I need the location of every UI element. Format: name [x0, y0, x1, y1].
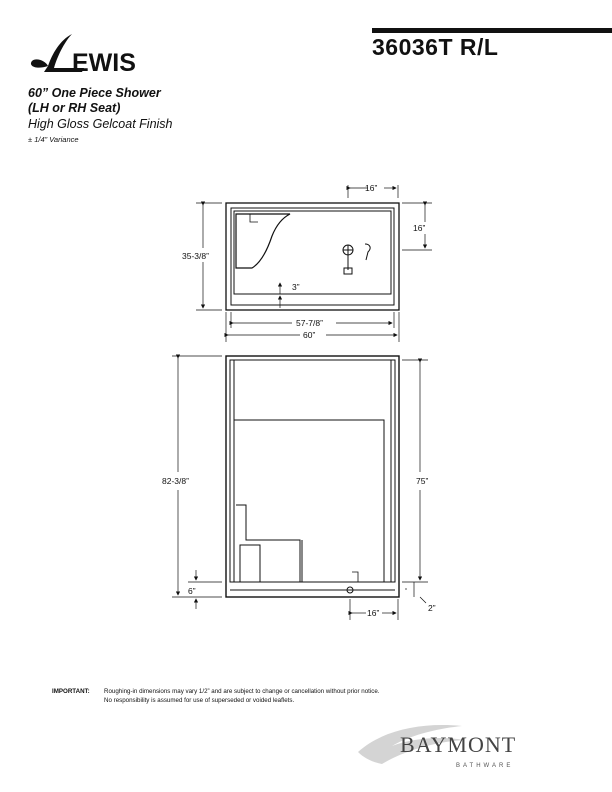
dim-inner-height: 75” — [416, 476, 429, 486]
dim-drain-offset: 16” — [367, 608, 380, 618]
svg-text:EWIS: EWIS — [72, 49, 136, 77]
dim-threshold: 3” — [292, 282, 300, 292]
dim-overall-height: 82-3/8” — [162, 476, 189, 486]
important-note-line1: Roughing-in dimensions may vary 1/2” and are subject to change or cancellation without prior notice. — [104, 688, 380, 695]
product-subtitle: (LH or RH Seat) — [28, 101, 121, 115]
important-note-line2: No responsibility is assumed for use of superseded or voided leaflets. — [104, 697, 295, 704]
baymont-logo — [352, 712, 552, 772]
dim-overall-width: 60” — [303, 330, 316, 340]
model-number: 36036T R/L — [372, 34, 499, 60]
plan-view — [226, 203, 399, 310]
product-finish: High Gloss Gelcoat Finish — [28, 117, 173, 131]
dim-flange: 2” — [428, 603, 436, 613]
dim-base-height: 6” — [188, 586, 196, 596]
brand-name: BAYMONT — [400, 732, 517, 757]
dim-depth: 35-3/8” — [182, 251, 209, 261]
dim-drain-offset-side: 16” — [413, 223, 426, 233]
dim-drain-offset-top: 16” — [365, 183, 378, 193]
brand-sub: BATHWARE — [456, 763, 514, 769]
product-title: 60” One Piece Shower — [28, 86, 161, 100]
dim-inner-width: 57-7/8” — [296, 318, 323, 328]
variance-note: ± 1/4” Variance — [28, 135, 79, 144]
important-label: IMPORTANT: — [52, 688, 90, 695]
elevation-view — [226, 356, 399, 597]
